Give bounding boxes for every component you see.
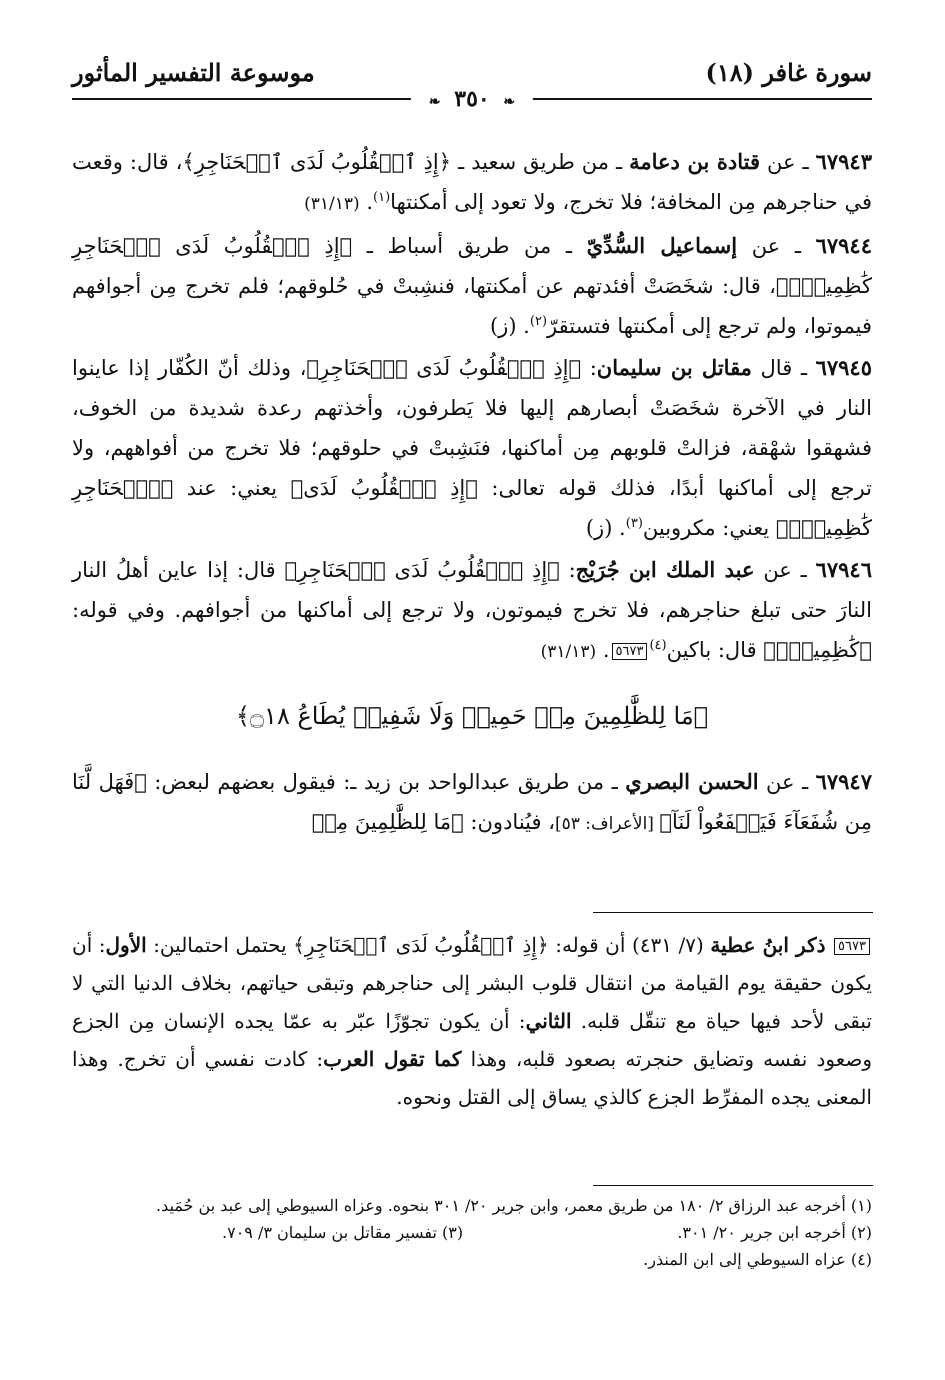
- narration-entry: [72, 142, 872, 224]
- narration-entry: [72, 348, 872, 548]
- footnote-marker: (٢): [529, 314, 548, 329]
- text-run: :: [559, 558, 576, 582]
- text-run: قال: إذا عاين أهلُ النار النارَ حتى تبلغ حناجرهم، فلا تخرج فيموتون، ولا ترجع إلى أماكنها من أجوافهم. وفي قوله:: [72, 558, 872, 622]
- text-run: : أن يكون تجوّزًا عبّر به عمّا يجده الإنسان مِن الجزع وصعود نفسه وتضايق حنجرته بصعود قلبه، وهذا: [72, 1009, 872, 1071]
- text-run: : كادت نفسي أن تخرج. وهذا المعنى يجده المفرِّط الجزع كالذي يساق إلى القتل ونحوه.: [72, 1047, 872, 1109]
- narration-entry: [72, 762, 872, 844]
- text-run: . (ز): [489, 314, 530, 338]
- footnote-separator: [593, 1185, 873, 1186]
- text-run: يعني: عند: [173, 476, 291, 500]
- text-run: ـ قال: [751, 356, 816, 380]
- surah-title: سورة غافر (١٨): [705, 58, 872, 87]
- bold-name: الحسن البصري: [625, 769, 759, 794]
- entry-number: ٦٧٩٤٥: [815, 355, 872, 380]
- footnote-2: (٢) أخرجه ابن جرير ٢٠/ ٣٠١.: [677, 1223, 872, 1242]
- quran-quote: ﴿إِذِ ٱلۡقُلُوبُ لَدَى ٱلۡحَنَاجِرِ﴾: [306, 356, 582, 380]
- entry-number: ٦٧٩٤٣: [815, 149, 872, 174]
- page-number-box: [411, 86, 533, 112]
- entry-number: ٦٧٩٤٤: [815, 233, 872, 258]
- bold-name: إسماعيل السُّدِّيّ: [586, 233, 738, 258]
- text-run: ، قال: وقعت في حناجرهم مِن المخافة؛ فلا تخرج، ولا تعود إلى أمكنتها: [72, 150, 872, 214]
- footnote-marker: (١): [373, 190, 391, 205]
- commentary-separator: [593, 912, 873, 913]
- book-title: موسوعة التفسير المأثور: [72, 58, 315, 87]
- footnote-marker: (٤): [649, 638, 667, 653]
- bold-name: الثاني: [525, 1009, 572, 1033]
- page-number: ٣٥٠: [454, 86, 490, 112]
- text-run: ـ عن: [760, 150, 816, 174]
- text-run: .: [596, 638, 610, 662]
- text-run: ، وذلك أنّ الكُفّار إذا عاينوا النار في الآخرة شخَصَتْ أبصارهم إليها فلا يَطرفون، وأخذتهم رعدة شديدة من الخوف، فشهقوا شهْقة، فزالتْ قلوبهم مِن أماكنها، فنَشِبتْ في حلوقهم؛ فلا تخرج من أفواههم، ولا ترجع إلى أماكنها أبدًا، فذلك قوله تعالى:: [72, 356, 872, 500]
- text-run: .: [359, 190, 374, 214]
- quran-quote: ﴿كَٰظِمِينَۚ﴾: [763, 638, 872, 662]
- page-header: [72, 58, 872, 110]
- quran-quote: ﴿إِذِ ٱلۡقُلُوبُ لَدَى ٱلۡحَنَاجِرِ﴾: [182, 150, 452, 174]
- reference: (٣١/١٣): [540, 642, 597, 662]
- quran-quote: ﴿مَا لِلظَّٰلِمِينَ مِنۡ: [311, 810, 464, 834]
- footnotes: [72, 1192, 872, 1273]
- quran-quote: ﴿ٱلۡحَنَاجِرِ كَٰظِمِينَۚ﴾: [72, 476, 872, 540]
- text-run: : أن يكون حقيقة يوم القيامة من انتقال قلوب البشر إلى حناجرهم وتبقى حياتهم، بخلاف الدنيا التي لا تبقى لأحد فيها حياة مع تنقّل قلبه.: [72, 933, 873, 1033]
- comment-ref-box: ٥٦٧٣: [612, 643, 648, 660]
- footnote-marker: (٣): [625, 516, 643, 531]
- bold-name: مقاتل بن سليمان: [596, 355, 752, 380]
- text-run: ، فيُنادون:: [463, 810, 555, 834]
- bold-name: عبد الملك ابن جُرَيْج: [575, 557, 755, 582]
- entry-number: ٦٧٩٤٦: [815, 557, 872, 582]
- text-run: يعني: مكروبين: [642, 516, 776, 540]
- bold-name: الأول: [105, 933, 147, 957]
- text-run: ـ عن: [754, 558, 816, 582]
- commentary-note: [72, 926, 872, 1116]
- text-run: . (ز): [585, 516, 626, 540]
- narration-entry: [72, 226, 872, 346]
- comment-ref-box: ٥٦٧٣: [834, 938, 870, 955]
- reference: [الأعراف: ٥٣]: [554, 814, 660, 834]
- text-run: ـ من طريق عبدالواحد بن زيد ـ: فيقول بعضهم لبعض:: [146, 770, 626, 794]
- footnote-4: (٤) عزاه السيوطي إلى ابن المنذر.: [643, 1250, 872, 1269]
- quran-quote: ﴿إِذِ ٱلۡقُلُوبُ لَدَى ٱلۡحَنَاجِرِ كَٰظِمِينَۚ﴾: [72, 234, 872, 298]
- entry-after-verse: [72, 762, 872, 844]
- bold-name: قتادة بن دعامة: [629, 149, 761, 174]
- narration-entry: [72, 550, 872, 672]
- text-run: ـ عن: [737, 234, 816, 258]
- text-run: ـ من طريق أسباط ـ: [352, 234, 587, 258]
- text-run: يحتمل احتمالين:: [146, 933, 294, 957]
- quran-quote: ﴿إِذِ ٱلۡقُلُوبُ لَدَى﴾: [290, 476, 478, 500]
- quran-quote: ﴿إِذِ ٱلۡقُلُوبُ لَدَى ٱلۡحَنَاجِرِ﴾: [293, 933, 549, 957]
- quran-quote: ﴿إِذِ ٱلۡقُلُوبُ لَدَى ٱلۡحَنَاجِرِ﴾: [284, 558, 560, 582]
- text-run: ـ عن: [758, 770, 816, 794]
- text-run: (٧/ ٤٣١) أن قوله:: [548, 933, 711, 957]
- text-run: ، قال: شخَصَتْ أفئدتهم عن أمكنتها، فنشِبتْ في حُلوقهم؛ فلم تخرج مِن أجوافهم فيموتوا، ولم ترجع إلى أمكنتها فتستقرّ: [72, 274, 872, 338]
- reference: (٣١/١٣): [304, 194, 360, 214]
- footnote-3: (٣) تفسير مقاتل بن سليمان ٣/ ٧٠٩.: [222, 1223, 464, 1242]
- ornament-icon: ❧: [503, 94, 516, 110]
- entries-list: [72, 142, 872, 672]
- footnote-1: (١) أخرجه عبد الرزاق ٢/ ١٨٠ من طريق معمر، وابن جرير ٢٠/ ٣٠١ بنحوه. وعزاه السيوطي إلى عبد بن حُمَيد.: [155, 1196, 872, 1215]
- quran-verse: ﴿مَا لِلظَّٰلِمِينَ مِنۡ حَمِيمٖ وَلَا شَفِيعٖ يُطَاعُ ۝١٨﴾: [235, 702, 709, 730]
- quran-quote: ﴿فَهَل لَّنَا مِن شُفَعَآءَ فَيَشۡفَعُواْ لَنَآ﴾: [72, 770, 872, 834]
- main-text: [72, 142, 872, 846]
- bold-name: ذكر ابنُ عطية: [710, 933, 826, 957]
- text-run: [826, 933, 833, 957]
- text-run: قال: باكين: [666, 638, 764, 662]
- entry-number: ٦٧٩٤٧: [815, 769, 872, 794]
- text-run: ـ من طريق سعيد ـ: [451, 150, 630, 174]
- ornament-icon: ❧: [428, 94, 441, 110]
- bold-name: كما تقول العرب: [323, 1047, 462, 1071]
- text-run: :: [581, 356, 597, 380]
